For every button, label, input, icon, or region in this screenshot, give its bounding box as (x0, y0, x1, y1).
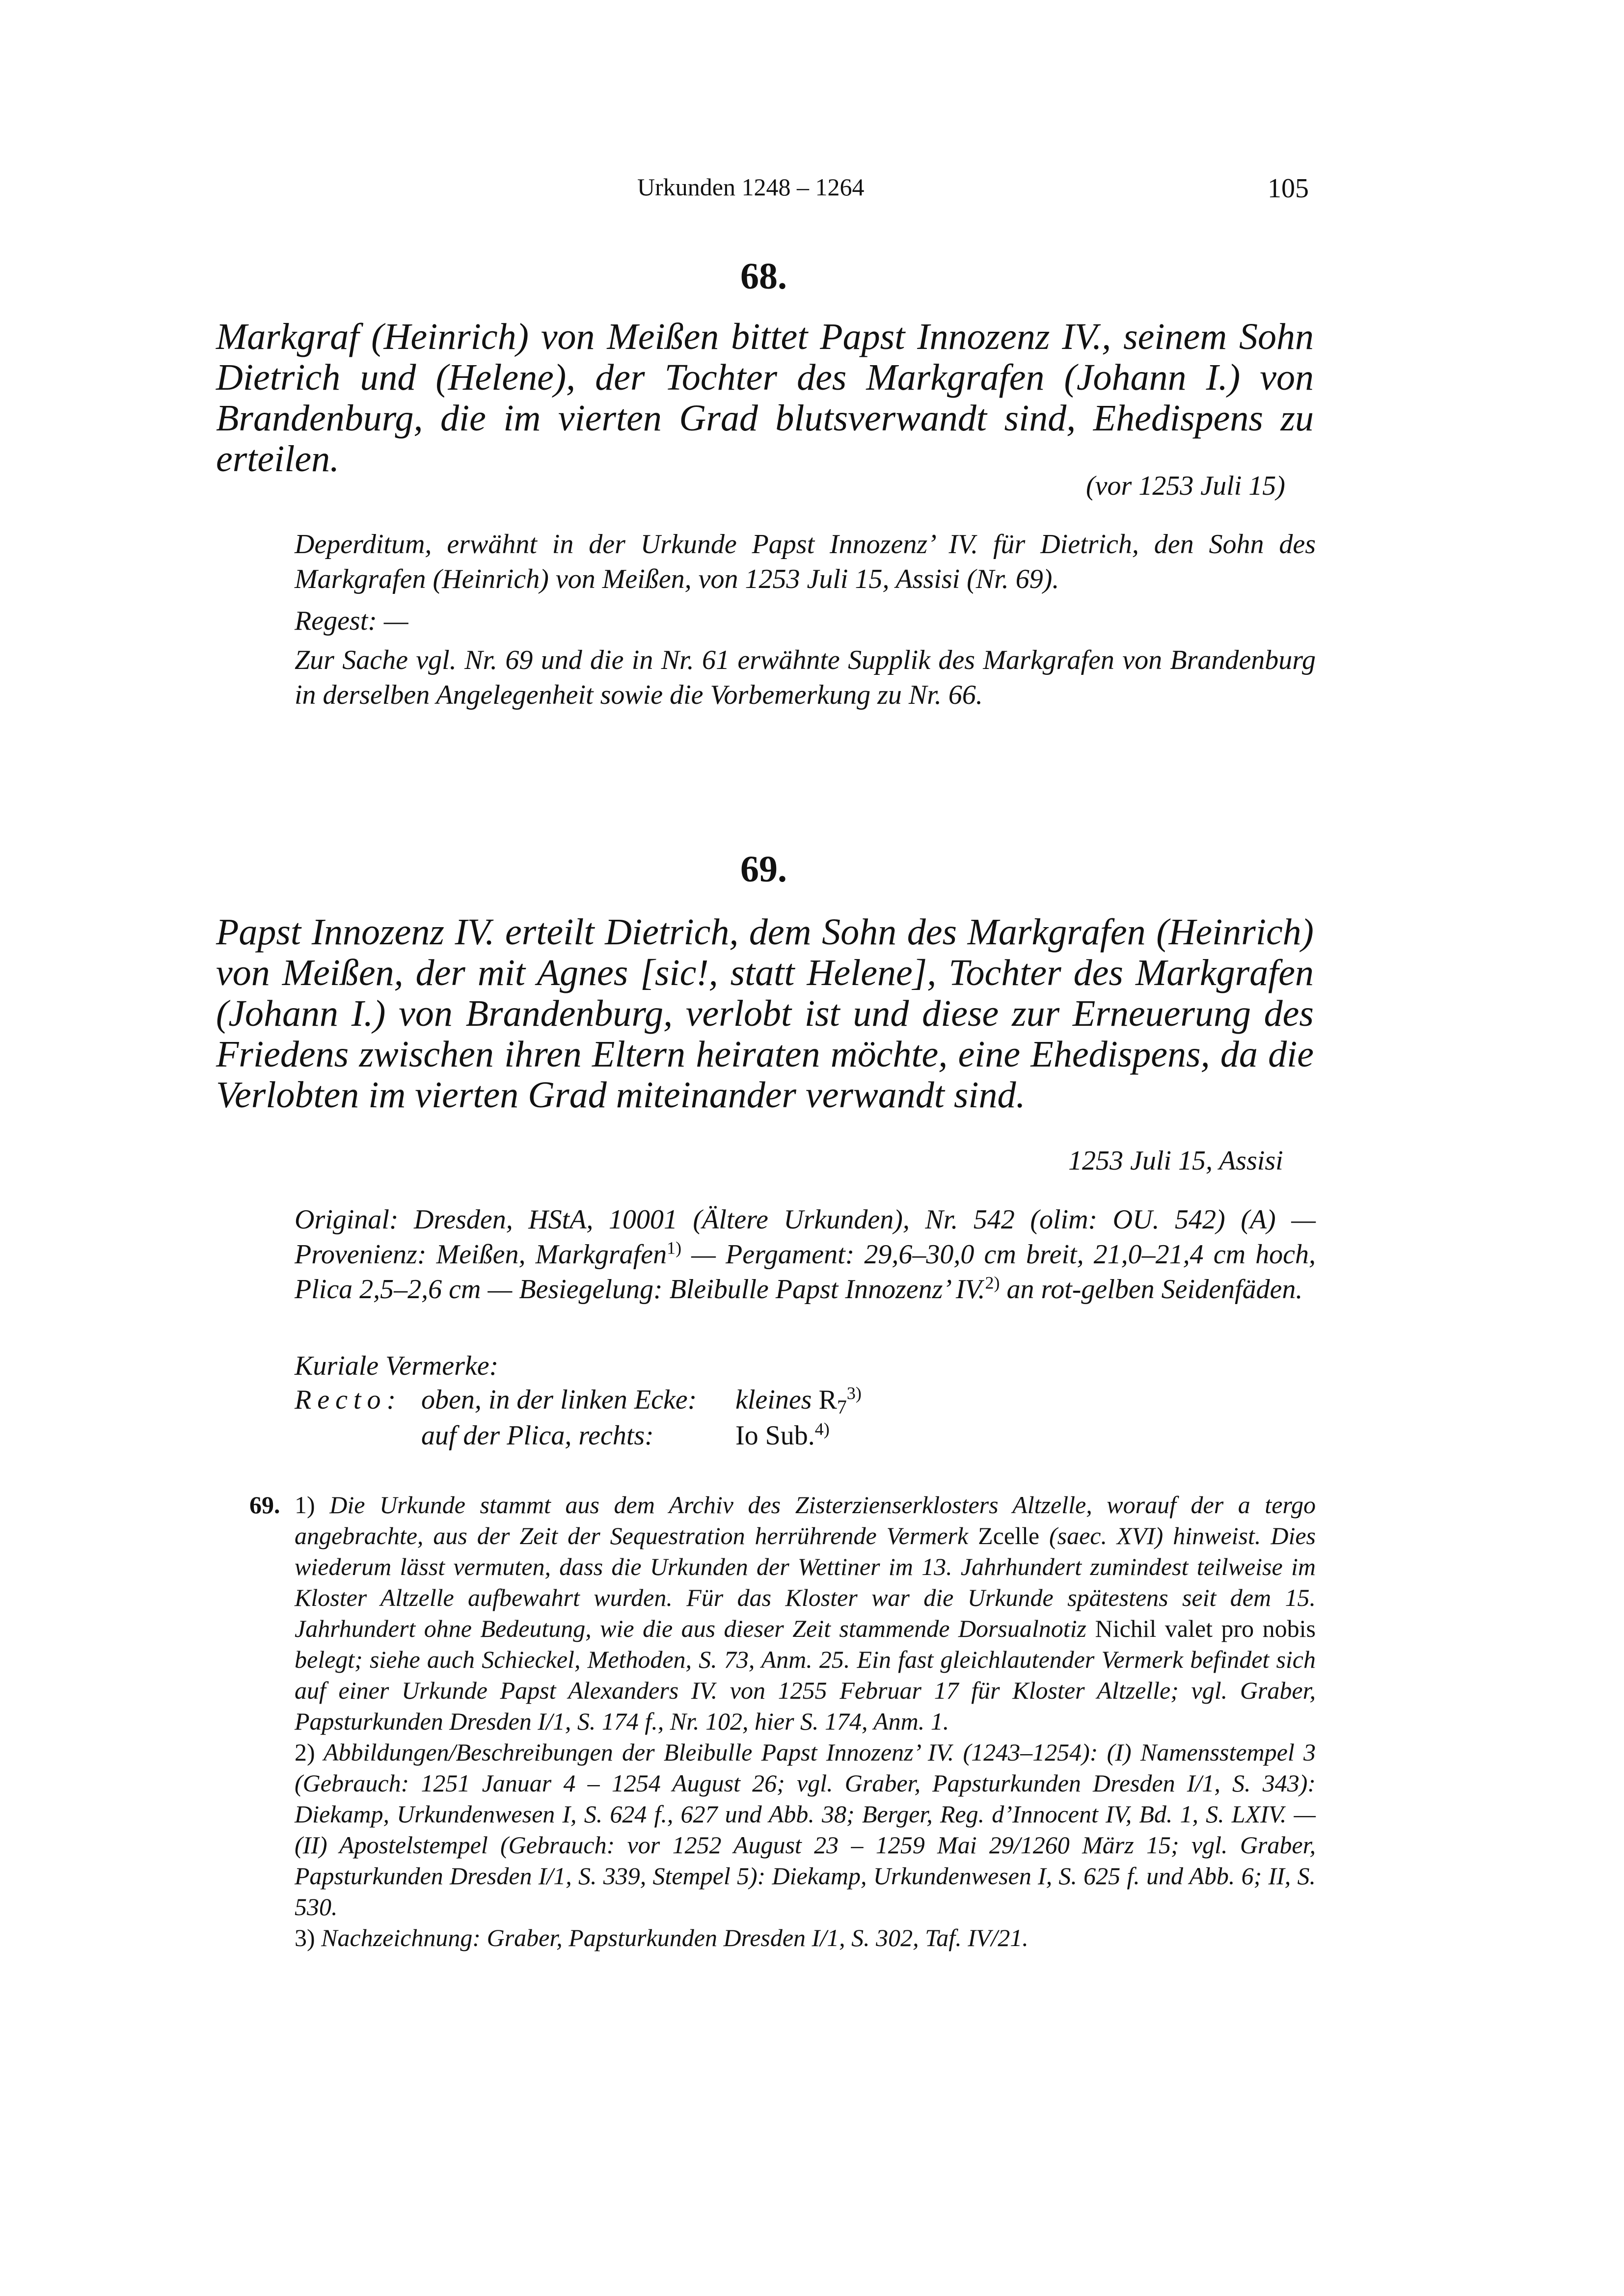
document-number-69: 69. (740, 849, 787, 890)
document-68-summary: Markgraf (Heinrich) von Meißen bittet Papst Innozenz IV., seinem Sohn Dietrich und (Helene), der Tochter des Markgrafen (Johann I.) von Brandenburg, die im vierten Grad blutsverwandt sind, Ehedispens zu erteilen. (216, 316, 1314, 480)
document-number-68: 68. (740, 256, 787, 297)
footnote-number: 2) (295, 1738, 315, 1766)
footnotes-document-number: 69. (249, 1491, 280, 1519)
running-head: Urkunden 1248 – 1264 (637, 173, 865, 201)
vermerk-value-subscript: 7 (837, 1396, 847, 1418)
footnotes (249, 1490, 1316, 1953)
footnote-1 (295, 1490, 1316, 1737)
footnote-text: Nachzeichnung: Graber, Papsturkunden Dresden I/1, S. 302, Taf. IV/21. (315, 1924, 1029, 1951)
document-69-summary: Papst Innozenz IV. erteilt Dietrich, dem Sohn des Markgrafen (Heinrich) von Meißen, der mit Agnes [sic!, statt Helene], Tochter des Markgrafen (Johann I.) von Brandenburg, verlobt ist und diese zur Erneuerung des Friedens zwischen ihren Eltern heiraten möchte, eine Ehedispens, da die Verlobten im vierten Grad miteinander verwandt sind. (216, 911, 1314, 1116)
footnote-ref-4: 4) (814, 1419, 830, 1439)
vermerk-location: oben, in der linken Ecke: (421, 1385, 697, 1415)
footnote-number: 3) (295, 1924, 315, 1951)
footnote-text: belegt; siehe auch Schieckel, Methoden, S. 73, Anm. 25. Ein fast gleichlautender Vermerk befindet sich auf einer Urkunde Papst Alexanders IV. von 1255 Februar 17 für Kloster Altzelle; vgl. Graber, Papsturkunden Dresden I/1, S. 174 f., Nr. 102, hier S. 174, Anm. 1. (295, 1646, 1316, 1735)
footnote-text: Die Urkunde stammt aus dem Archiv des Zisterzienserklosters Altzelle, worauf der a tergo angebrachte, aus der Zeit der Sequestration herrührende Vermerk (295, 1491, 1316, 1549)
vermerk-side-label: Recto: (295, 1385, 402, 1415)
document-68-date: (vor 1253 Juli 15) (1086, 471, 1285, 501)
original-text-part3: an rot-gelben Seidenfäden. (1000, 1274, 1303, 1305)
vermerk-value-prefix: kleines (735, 1385, 819, 1415)
footnote-quote: Nichil valet pro nobis (1095, 1615, 1316, 1642)
document-68-regest: Regest: — (295, 606, 408, 636)
footnote-text: Abbildungen/Beschreibungen der Bleibulle Papst Innozenz’ IV. (1243–1254): (I) Namensstempel 3 (Gebrauch: 1251 Januar 4 – 1254 August 26; vgl. Graber, Papsturkunden Dresden I/1, S. 343): Diekamp, Urkundenwesen I, S. 624 f., 627 und Abb. 38; Berger, Reg. d’Innocent IV, Bd. 1, S. LXIV. — (II) Apostelstempel (Gebrauch: vor 1252 August 23 – 1259 Mai 29/1260 März 15; vgl. Graber, Papsturkunden Dresden I/1, S. 339, Stempel 5): Diekamp, Urkundenwesen I, S. 625 f. und Abb. 6; II, S. 530. (295, 1738, 1316, 1921)
vermerk-value (735, 1418, 830, 1454)
footnote-number: 1) (295, 1491, 315, 1519)
footnote-quote: Zcelle (978, 1522, 1040, 1549)
document-68-remark: Zur Sache vgl. Nr. 69 und die in Nr. 61 erwähnte Supplik des Markgrafen von Brandenburg in derselben Angelegenheit sowie die Vorbemerkung zu Nr. 66. (295, 645, 1316, 710)
footnote-2 (295, 1737, 1316, 1922)
kuriale-vermerke-label: Kuriale Vermerke: (295, 1351, 499, 1381)
vermerk-location: auf der Plica, rechts: (421, 1420, 654, 1451)
footnote-text: (saec. XVI) hinweist. Dies wiederum lässt vermuten, dass die Urkunden der Wettiner im 13. Jahrhundert zumindest teilweise im Kloster Altzelle aufbewahrt wurden. Für das Kloster war die Urkunde spätestens seit dem 15. Jahrhundert ohne Bedeutung, wie die aus dieser Zeit stammende Dorsualnotiz (295, 1522, 1316, 1642)
document-69-date: 1253 Juli 15, Assisi (1068, 1146, 1283, 1176)
page-number: 105 (1268, 173, 1309, 204)
footnote-ref-3: 3) (846, 1383, 862, 1403)
original-text-part1: Original: Dresden, HStA, 10001 (Ältere Urkunden), Nr. 542 (olim: OU. 542) (A) — Provenienz: Meißen, Markgrafen (295, 1204, 1316, 1270)
footnote-ref-2: 2) (985, 1273, 1000, 1293)
footnote-ref-1: 1) (667, 1238, 682, 1258)
vermerk-value-r: R (818, 1385, 837, 1415)
vermerk-value-text: Io Sub. (735, 1420, 815, 1451)
original-text-part2: — Pergament: 29,6–30,0 cm breit, 21,0–21,4 cm hoch, Plica 2,5–2,6 cm — Besiegelung: Bleibulle Papst Innozenz’ IV. (295, 1239, 1316, 1305)
footnote-3 (295, 1922, 1316, 1953)
document-68-deperditum: Deperditum, erwähnt in der Urkunde Papst Innozenz’ IV. für Dietrich, den Sohn des Markgrafen (Heinrich) von Meißen, von 1253 Juli 15, Assisi (Nr. 69). (295, 529, 1316, 594)
document-69-original-description (295, 1202, 1316, 1307)
